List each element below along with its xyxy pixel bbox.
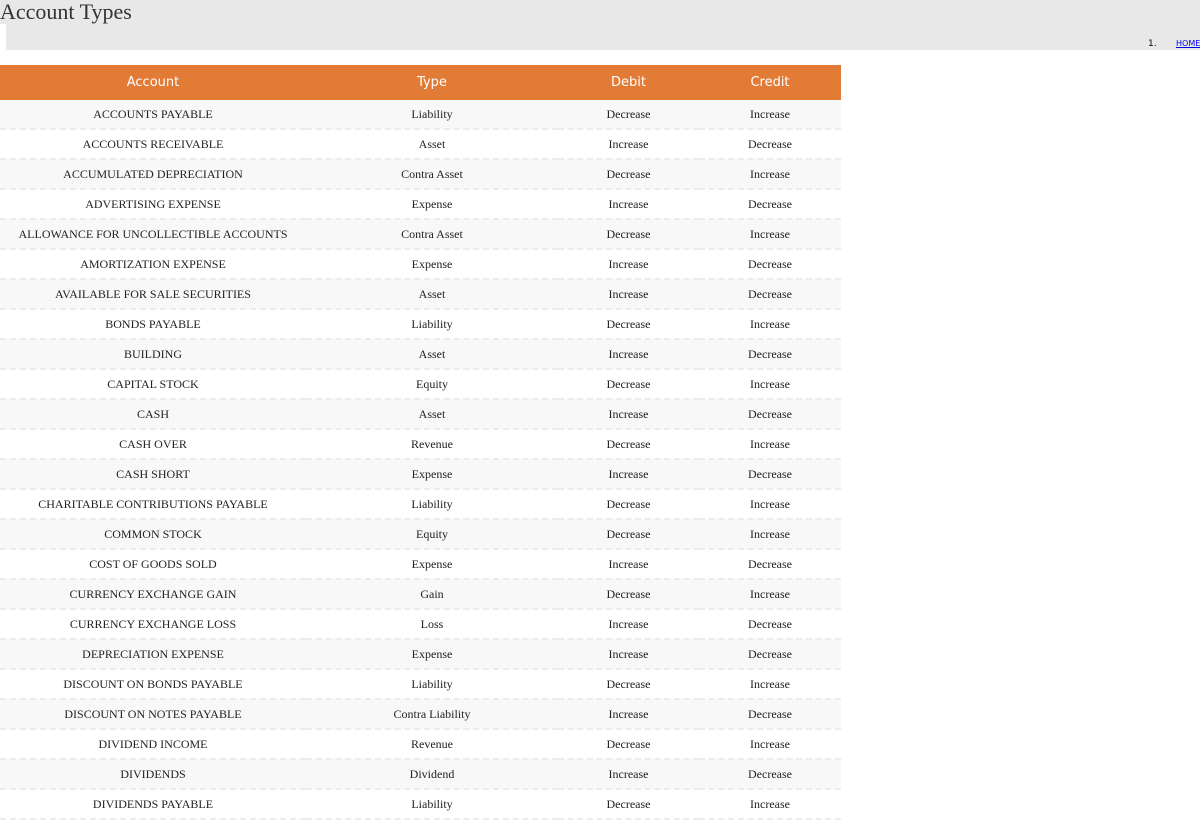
cell-account: ALLOWANCE FOR UNCOLLECTIBLE ACCOUNTS <box>0 219 306 249</box>
cell-account: DIVIDENDS <box>0 759 306 789</box>
cell-debit: Decrease <box>558 100 699 129</box>
cell-debit: Increase <box>558 759 699 789</box>
cell-credit: Increase <box>699 429 841 459</box>
table-row <box>0 459 841 489</box>
cell-account: DEPRECIATION EXPENSE <box>0 639 306 669</box>
cell-debit: Decrease <box>558 159 699 189</box>
cell-credit: Increase <box>699 369 841 399</box>
table-row <box>0 699 841 729</box>
cell-debit: Increase <box>558 549 699 579</box>
cell-type: Asset <box>306 279 558 309</box>
nav-item-number: 1. <box>1148 39 1157 49</box>
cell-account: ADVERTISING EXPENSE <box>0 189 306 219</box>
cell-credit: Increase <box>699 729 841 759</box>
table-row <box>0 279 841 309</box>
cell-account: CASH SHORT <box>0 459 306 489</box>
cell-credit: Decrease <box>699 249 841 279</box>
cell-debit: Decrease <box>558 729 699 759</box>
cell-type: Contra Asset <box>306 159 558 189</box>
cell-debit: Increase <box>558 339 699 369</box>
cell-credit: Increase <box>699 789 841 819</box>
cell-credit: Increase <box>699 519 841 549</box>
column-header-credit: Credit <box>699 65 841 100</box>
cell-debit: Decrease <box>558 429 699 459</box>
cell-type: Asset <box>306 129 558 159</box>
table-row <box>0 519 841 549</box>
cell-type: Liability <box>306 669 558 699</box>
column-header-type: Type <box>306 65 558 100</box>
table-row <box>0 789 841 819</box>
cell-credit: Decrease <box>699 279 841 309</box>
cell-type: Gain <box>306 579 558 609</box>
header-band-lower <box>6 24 1200 50</box>
cell-credit: Decrease <box>699 639 841 669</box>
cell-account: ACCUMULATED DEPRECIATION <box>0 159 306 189</box>
nav-item-home <box>1148 38 1200 50</box>
table-body <box>0 100 841 819</box>
cell-credit: Decrease <box>699 339 841 369</box>
cell-type: Equity <box>306 519 558 549</box>
column-header-account: Account <box>0 65 306 100</box>
cell-credit: Increase <box>699 159 841 189</box>
cell-debit: Increase <box>558 399 699 429</box>
cell-debit: Increase <box>558 699 699 729</box>
cell-credit: Increase <box>699 669 841 699</box>
page-title: Account Types <box>0 0 132 24</box>
cell-account: DISCOUNT ON NOTES PAYABLE <box>0 699 306 729</box>
table-row <box>0 579 841 609</box>
account-types-table-wrapper <box>0 65 841 820</box>
cell-account: BUILDING <box>0 339 306 369</box>
cell-account: CASH <box>0 399 306 429</box>
table-row <box>0 429 841 459</box>
cell-type: Revenue <box>306 729 558 759</box>
cell-type: Expense <box>306 639 558 669</box>
table-row <box>0 249 841 279</box>
cell-debit: Decrease <box>558 219 699 249</box>
cell-debit: Decrease <box>558 669 699 699</box>
home-link[interactable]: HOME <box>1176 39 1200 48</box>
table-row <box>0 219 841 249</box>
table-row <box>0 189 841 219</box>
cell-account: CHARITABLE CONTRIBUTIONS PAYABLE <box>0 489 306 519</box>
cell-credit: Increase <box>699 309 841 339</box>
cell-type: Contra Asset <box>306 219 558 249</box>
cell-type: Liability <box>306 789 558 819</box>
cell-account: ACCOUNTS PAYABLE <box>0 100 306 129</box>
cell-debit: Increase <box>558 129 699 159</box>
cell-debit: Increase <box>558 609 699 639</box>
cell-account: AVAILABLE FOR SALE SECURITIES <box>0 279 306 309</box>
table-row <box>0 489 841 519</box>
cell-type: Contra Liability <box>306 699 558 729</box>
cell-debit: Decrease <box>558 579 699 609</box>
table-row <box>0 369 841 399</box>
cell-type: Liability <box>306 489 558 519</box>
table-row <box>0 759 841 789</box>
cell-debit: Decrease <box>558 309 699 339</box>
cell-type: Asset <box>306 339 558 369</box>
cell-type: Equity <box>306 369 558 399</box>
table-row <box>0 729 841 759</box>
cell-type: Liability <box>306 309 558 339</box>
cell-account: CURRENCY EXCHANGE GAIN <box>0 579 306 609</box>
cell-credit: Increase <box>699 489 841 519</box>
cell-type: Dividend <box>306 759 558 789</box>
table-row <box>0 399 841 429</box>
cell-credit: Increase <box>699 219 841 249</box>
cell-credit: Increase <box>699 100 841 129</box>
cell-account: ACCOUNTS RECEIVABLE <box>0 129 306 159</box>
table-row <box>0 100 841 129</box>
cell-credit: Decrease <box>699 459 841 489</box>
cell-credit: Increase <box>699 579 841 609</box>
cell-account: DIVIDEND INCOME <box>0 729 306 759</box>
cell-type: Expense <box>306 549 558 579</box>
cell-credit: Decrease <box>699 399 841 429</box>
cell-type: Expense <box>306 189 558 219</box>
cell-debit: Increase <box>558 459 699 489</box>
cell-debit: Decrease <box>558 519 699 549</box>
table-row <box>0 549 841 579</box>
table-row <box>0 669 841 699</box>
cell-account: COMMON STOCK <box>0 519 306 549</box>
cell-debit: Increase <box>558 189 699 219</box>
cell-type: Loss <box>306 609 558 639</box>
page-header <box>0 0 1200 50</box>
table-header <box>0 65 841 100</box>
cell-account: DISCOUNT ON BONDS PAYABLE <box>0 669 306 699</box>
cell-credit: Decrease <box>699 129 841 159</box>
cell-credit: Decrease <box>699 759 841 789</box>
cell-account: COST OF GOODS SOLD <box>0 549 306 579</box>
cell-type: Liability <box>306 100 558 129</box>
header-band <box>0 0 1200 24</box>
cell-account: AMORTIZATION EXPENSE <box>0 249 306 279</box>
table-header-row <box>0 65 841 100</box>
cell-account: BONDS PAYABLE <box>0 309 306 339</box>
cell-credit: Decrease <box>699 699 841 729</box>
table-row <box>0 129 841 159</box>
cell-credit: Decrease <box>699 189 841 219</box>
cell-credit: Decrease <box>699 549 841 579</box>
table-row <box>0 609 841 639</box>
table-row <box>0 159 841 189</box>
cell-account: CASH OVER <box>0 429 306 459</box>
cell-debit: Increase <box>558 639 699 669</box>
cell-account: CURRENCY EXCHANGE LOSS <box>0 609 306 639</box>
account-types-table <box>0 65 841 820</box>
cell-debit: Decrease <box>558 369 699 399</box>
cell-debit: Decrease <box>558 789 699 819</box>
nav-list <box>1148 38 1200 50</box>
table-row <box>0 309 841 339</box>
table-row <box>0 339 841 369</box>
cell-credit: Decrease <box>699 609 841 639</box>
cell-debit: Decrease <box>558 489 699 519</box>
cell-type: Revenue <box>306 429 558 459</box>
cell-account: CAPITAL STOCK <box>0 369 306 399</box>
cell-type: Asset <box>306 399 558 429</box>
cell-debit: Increase <box>558 279 699 309</box>
cell-account: DIVIDENDS PAYABLE <box>0 789 306 819</box>
table-row <box>0 639 841 669</box>
cell-type: Expense <box>306 249 558 279</box>
column-header-debit: Debit <box>558 65 699 100</box>
cell-debit: Increase <box>558 249 699 279</box>
cell-type: Expense <box>306 459 558 489</box>
